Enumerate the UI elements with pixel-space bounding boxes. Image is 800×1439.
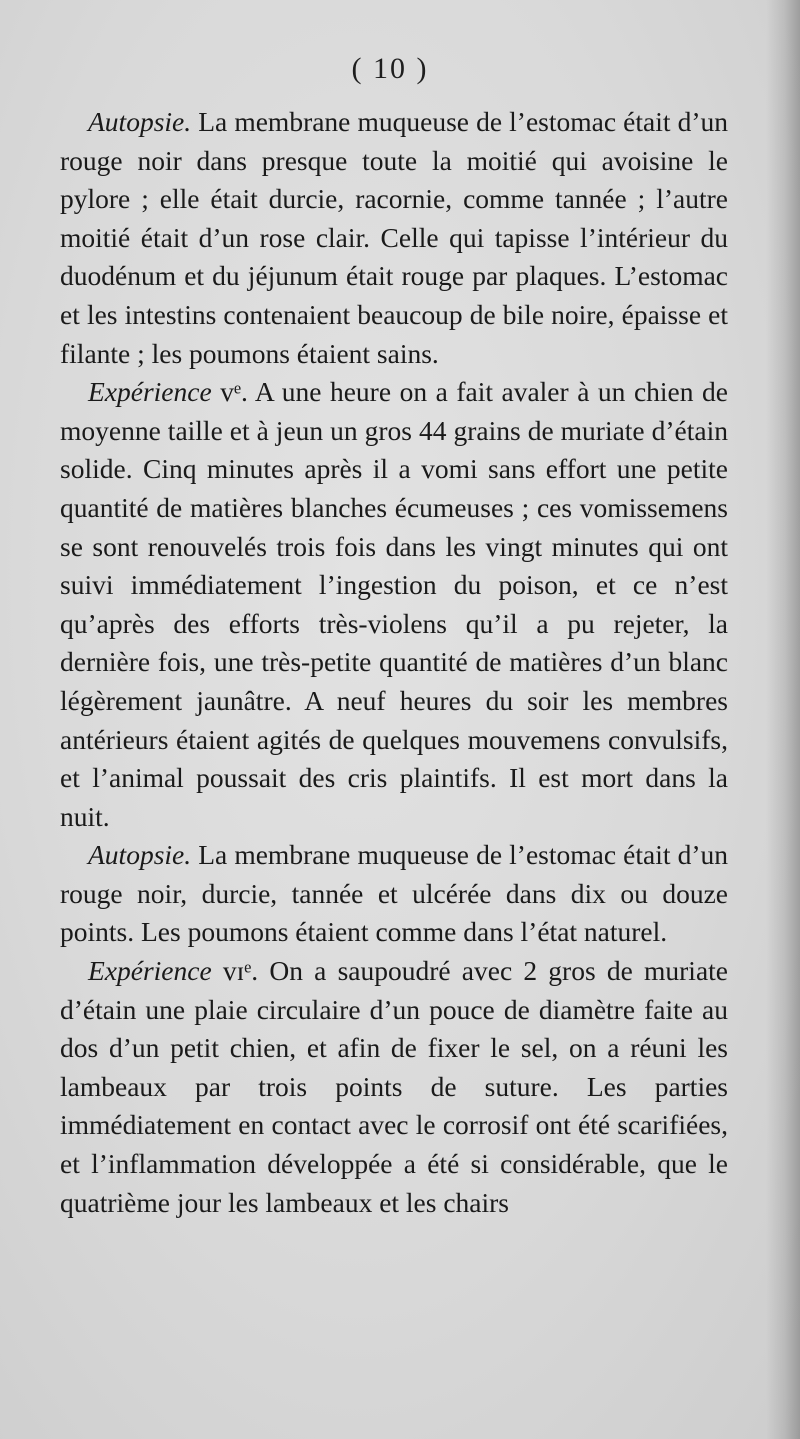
paragraph-text: vᵉ. A une heure on a fait avaler à un chien de moyenne taille et à jeun un gros 44 grains de muriate d’étain solide. Cinq minutes après il a vomi sans effort une petite quantité de matières blanches écumeuses ; ces vomissemens se sont renouvelés trois fois dans les vingt minutes qui ont suivi immédiatement l’ingestion du poison, et ce n’est qu’après des efforts très-violens qu’il a pu rejeter, la dernière fois, une très-petite quantité de matières d’un blanc légèrement jaunâtre. A neuf heures du soir les membres antérieurs étaient agités de quelques mouvemens convulsifs, et l’animal poussait des cris plaintifs. Il est mort dans la nuit. (60, 376, 728, 832)
paragraph-label: Expérience (88, 955, 212, 987)
paragraph-experience-6 (60, 952, 728, 1222)
paragraph-label: Expérience (88, 376, 212, 408)
paragraph-label: Autopsie. (88, 839, 192, 871)
paragraph-experience-5 (60, 373, 728, 836)
paragraph-label: Autopsie. (88, 106, 192, 137)
paragraph-autopsie-2 (60, 836, 728, 952)
page-body (60, 103, 728, 1222)
paragraph-autopsie-1 (60, 103, 728, 373)
page-number: ( 10 ) (351, 52, 429, 85)
page-edge-shadow (766, 0, 800, 1439)
paragraph-text: La membrane muqueuse de l’estomac était d’un rouge noir, durcie, tannée et ulcérée dans dix ou douze points. Les poumons étaient comme dans l’état naturel. (60, 839, 728, 948)
paragraph-text: La membrane muqueuse de l’estomac était d’un rouge noir dans presque toute la moitié qui avoisine le pylore ; elle était durcie, racornie, comme tannée ; l’autre moitié était d’un rose clair. Celle qui tapisse l’intérieur du duodénum et du jéjunum était rouge par plaques. L’estomac et les intestins contenaient beaucoup de bile noire, épaisse et filante ; les poumons étaient sains. (60, 106, 728, 369)
paragraph-text: vɪᵉ. On a saupoudré avec 2 gros de muriate d’étain une plaie circulaire d’un pouce de diamètre faite au dos d’un petit chien, et afin de fixer le sel, on a réuni les lambeaux par trois points de suture. Les parties immédiatement en contact avec le corrosif ont été scarifiées, et l’inflammation développée a été si considérable, que le quatrième jour les lambeaux et les chairs (60, 955, 728, 1218)
